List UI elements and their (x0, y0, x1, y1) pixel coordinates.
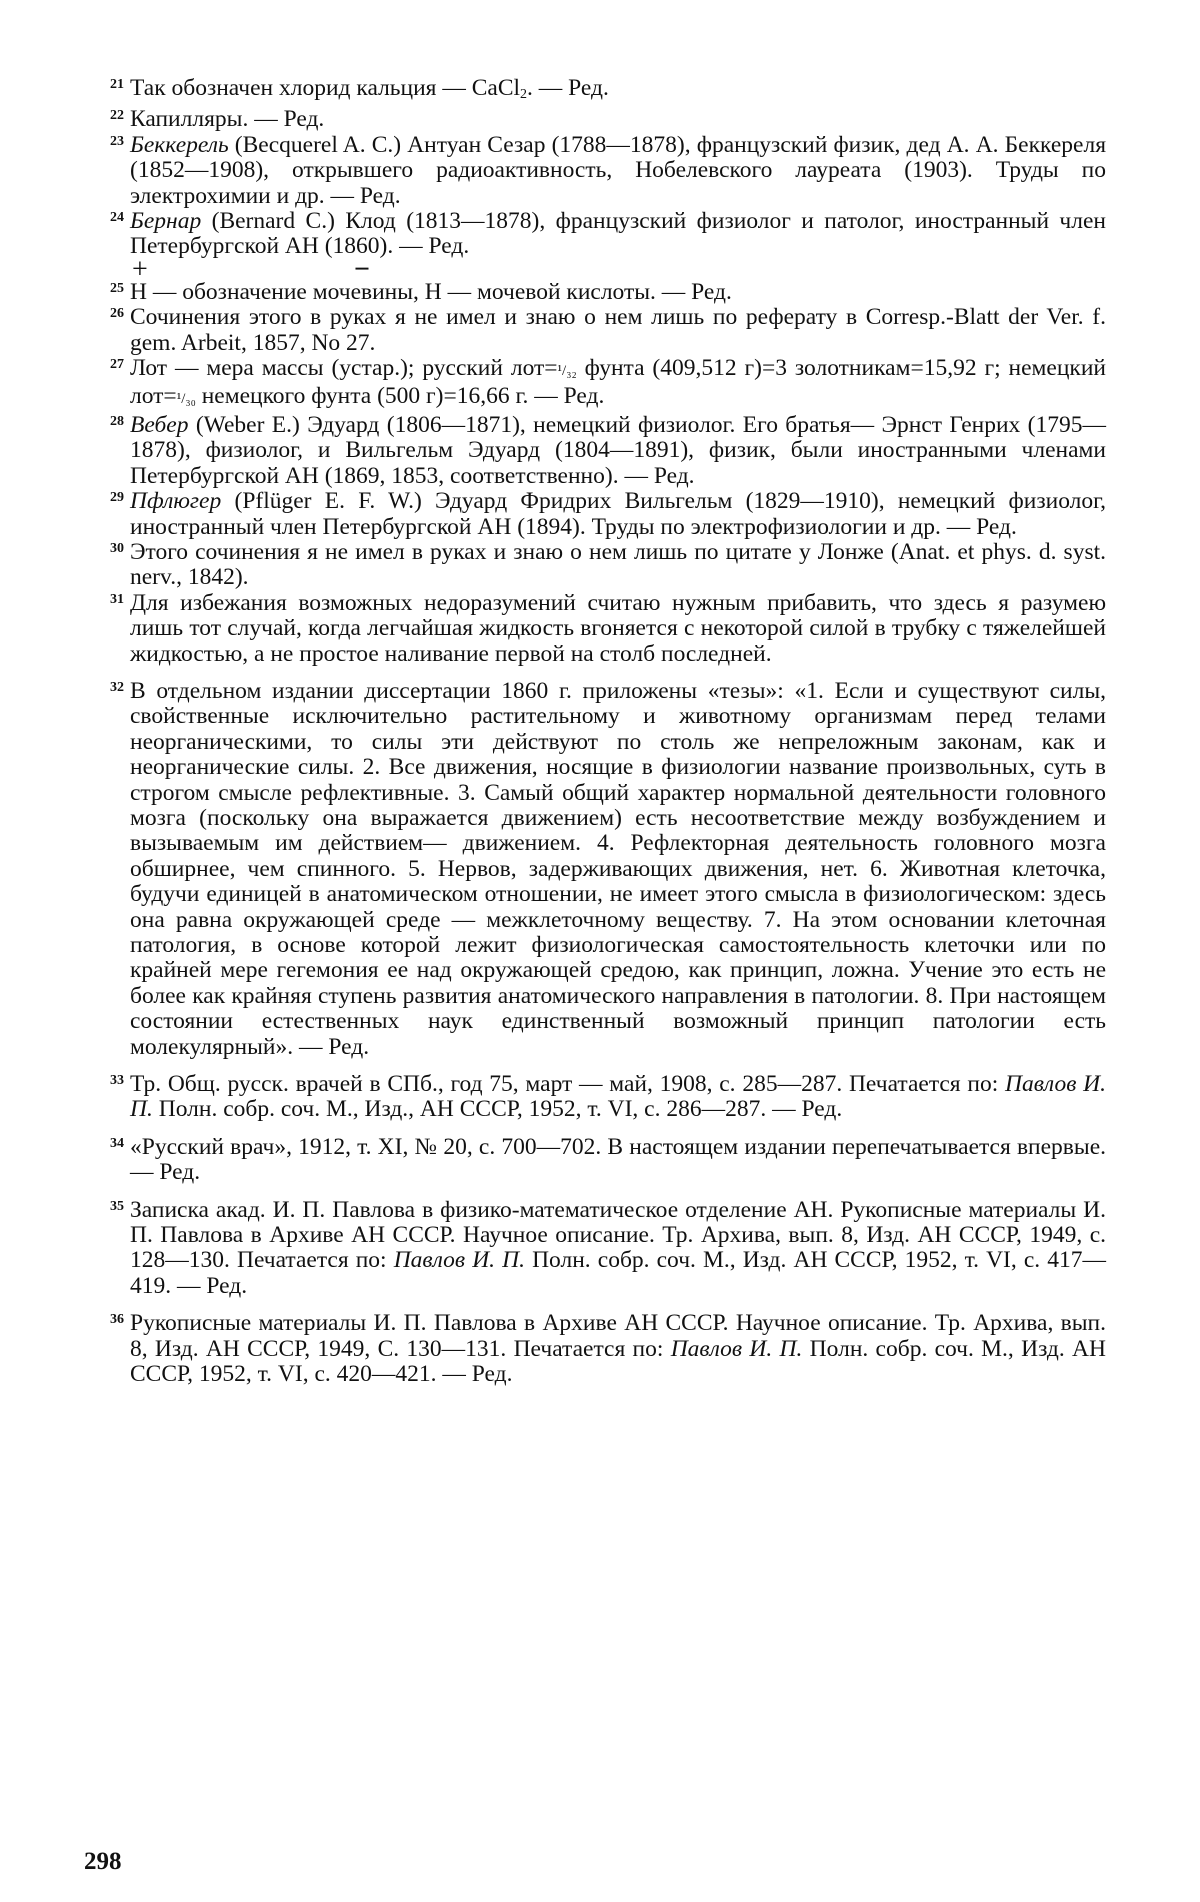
footnote-29 (96, 489, 1106, 540)
footnote-number: 26 (110, 306, 124, 322)
footnote-21 (96, 76, 1106, 107)
footnote-text: немецкого фунта (500 г)=16,66 г. — Ред. (195, 383, 605, 410)
footnote-35 (96, 1198, 1106, 1300)
footnote-text: Полн. собр. соч. М., Изд., АН СССР, 1952, т. VI, с. 286—287. — Ред. (152, 1096, 843, 1123)
footnote-text: В отдельном издании диссертации 1860 г. приложены «тезы»: «1. Если и существуют силы, свойственные исключительно растительному и животному организмам перед телами неорганическими, то силы эти действуют по столь же непреложным законам, как и неорганические силы. 2. Все движения, носящие в физиологии название произвольных, суть в строгом смысле рефлективные. 3. Самый общий характер нормальной деятельности головного мозга (поскольку она выражается движением) есть несоответствие между возбуждением и вызываемым им действием— движением. 4. Рефлекторная деятельность головного мозга обширнее, чем спинного. 5. Нервов, задерживающих движения, нет. 6. Животная клеточка, будучи единицей в анатомическом отношении, не имеет этого смысла в физиологическом: здесь она равна окружающей среде — межклеточному веществу. 7. На этом основании клеточная патология, в основе которой лежит физиологическая самостоятельность клеточки или по крайней мере гегемония ее над окружающей средою, как принцип, ложна. Учение это есть не более как крайняя ступень развития анатомического направления в патологии. 8. При настоящем состоянии естественных наук единственный возможный принцип патологии есть молекулярный». — Ред. (130, 677, 1106, 1060)
footnote-25 (96, 280, 1106, 305)
person-name: Павлов И. П. (670, 1335, 803, 1362)
charge-marks (96, 253, 1106, 285)
footnote-number: 33 (110, 1073, 124, 1089)
footnote-number: 32 (110, 679, 124, 695)
person-name: Беккерель (130, 131, 229, 158)
footnote-text: Тр. Общ. русск. врачей в СПб., год 75, март — май, 1908, с. 285—287. Печатается по: (130, 1071, 1005, 1098)
person-name: Павлов И. П. (130, 1071, 1106, 1123)
footnote-text: (Weber E.) Эдуард (1806—1871), немецкий физиолог. Его братья— Эрнст Генрих (1795—1878), физиолог, и Вильгельм Эдуард (1804—1891), физик, были иностранными членами Петербургской АН (1869, 1853, соответственно). — Ред. (130, 411, 1106, 489)
footnote-number: 29 (110, 490, 124, 506)
footnote-number: 35 (110, 1198, 124, 1214)
footnote-text: Полн. собр. соч. М., Изд. АН СССР, 1952, т. VI, с. 417—419. — Ред. (130, 1247, 1106, 1299)
footnote-text: Лот — мера массы (устар.); русский лот= (130, 355, 558, 382)
footnote-number: 34 (110, 1135, 124, 1151)
footnote-number: 31 (110, 591, 124, 607)
footnote-number: 30 (110, 540, 124, 556)
person-name: Павлов И. П. (393, 1247, 525, 1274)
footnote-31 (96, 591, 1106, 667)
footnote-number: 22 (110, 108, 124, 124)
footnote-number: 36 (110, 1312, 124, 1328)
footnote-text: Так обозначен хлорид кальция — CaCl (130, 75, 521, 101)
footnote-26 (96, 305, 1106, 356)
person-name: Вебер (130, 411, 189, 438)
footnote-27 (96, 356, 1106, 413)
footnote-text: (Becquerel A. C.) Антуан Сезар (1788—1878), французский физик, дед А. А. Беккереля (1852—1908), открывшего радиоактивность, Нобелевского лауреата (1903). Труды по электрохимии и др. — Ред. (130, 131, 1106, 209)
subscript: 2 (520, 87, 528, 102)
footnote-text: . — Ред. (527, 75, 609, 101)
person-name: Бернар (130, 208, 202, 235)
footnote-number: 28 (110, 413, 124, 429)
footnote-text: фунта (409,512 г)=3 золотникам=15,92 г; немецкий лот= (130, 355, 1106, 410)
footnote-text: Н — обозначение мочевины, Н — мочевой кислоты. — Ред. (130, 278, 732, 305)
page-number: 298 (84, 1848, 122, 1875)
fraction: ¹/₃₀ (176, 391, 196, 408)
footnote-text: Для избежания возможных недоразумений считаю нужным прибавить, что здесь я разумею лишь тот случай, когда легчайшая жидкость вгоняется с некоторой силой в трубку с тяжелейшей жидкостью, а не простое наливание первой на столб последней. (130, 589, 1106, 667)
footnote-23 (96, 133, 1106, 209)
footnote-text: Полн. собр. соч. М., Изд. АН СССР, 1952, т. VI, с. 420—421. — Ред. (130, 1335, 1106, 1388)
footnote-number: 27 (110, 357, 124, 373)
fraction: ¹/₃₂ (557, 363, 577, 380)
footnote-number: 23 (110, 133, 124, 149)
footnote-text: (Bernard C.) Клод (1813—1878), французский физиолог и патолог, иностранный член Петербургской АН (1860). — Ред. (130, 208, 1106, 260)
plus-mark: + (132, 253, 148, 285)
footnote-text: Капилляры. — Ред. (130, 106, 325, 133)
footnote-number: 25 (110, 280, 124, 296)
footnote-text: Рукописные материалы И. П. Павлова в Архиве АН СССР. Научное описание. Тр. Архива, вып. 8, Изд. АН СССР, 1949, С. 130—131. Печатается по: (130, 1310, 1106, 1362)
footnote-number: 21 (110, 77, 124, 92)
footnote-text: «Русский врач», 1912, т. XI, № 20, с. 700—702. В настоящем издании перепечатывается впервые. — Ред. (130, 1133, 1106, 1186)
footnote-text: Сочинения этого в руках я не имел и знаю о нем лишь по реферату в Corresp.-Blatt der Ver. f. gem. Arbeit, 1857, No 27. (130, 304, 1106, 356)
footnote-34 (96, 1135, 1106, 1186)
minus-mark: − (354, 253, 370, 285)
footnote-text: Записка акад. И. П. Павлова в физико-математическое отделение АН. Рукописные материалы И. П. Павлова в Архиве АН СССР. Научное описание. Тр. Архива, вып. 8, Изд. АН СССР, 1949, с. 128—130. Печатается по: (130, 1196, 1106, 1274)
person-name: Пфлюгер (130, 488, 222, 515)
footnote-text: Этого сочинения я не имел в руках и знаю о нем лишь по цитате у Лонже (Anat. et phys. d. syst. nerv., 1842). (130, 538, 1106, 591)
footnote-number: 24 (110, 210, 124, 226)
footnote-24 (96, 209, 1106, 260)
footnote-36 (96, 1311, 1106, 1387)
footnote-text: (Pflüger E. F. W.) Эдуард Фридрих Вильгельм (1829—1910), немецкий физиолог, иностранный член Петербургской АН (1894). Труды по электрофизиологии и др. — Ред. (130, 488, 1106, 540)
footnote-30 (96, 540, 1106, 591)
footnote-33 (96, 1072, 1106, 1123)
footnote-22 (96, 107, 1106, 132)
footnotes-page (96, 76, 1106, 1388)
footnote-32 (96, 679, 1106, 1060)
footnote-28 (96, 413, 1106, 489)
